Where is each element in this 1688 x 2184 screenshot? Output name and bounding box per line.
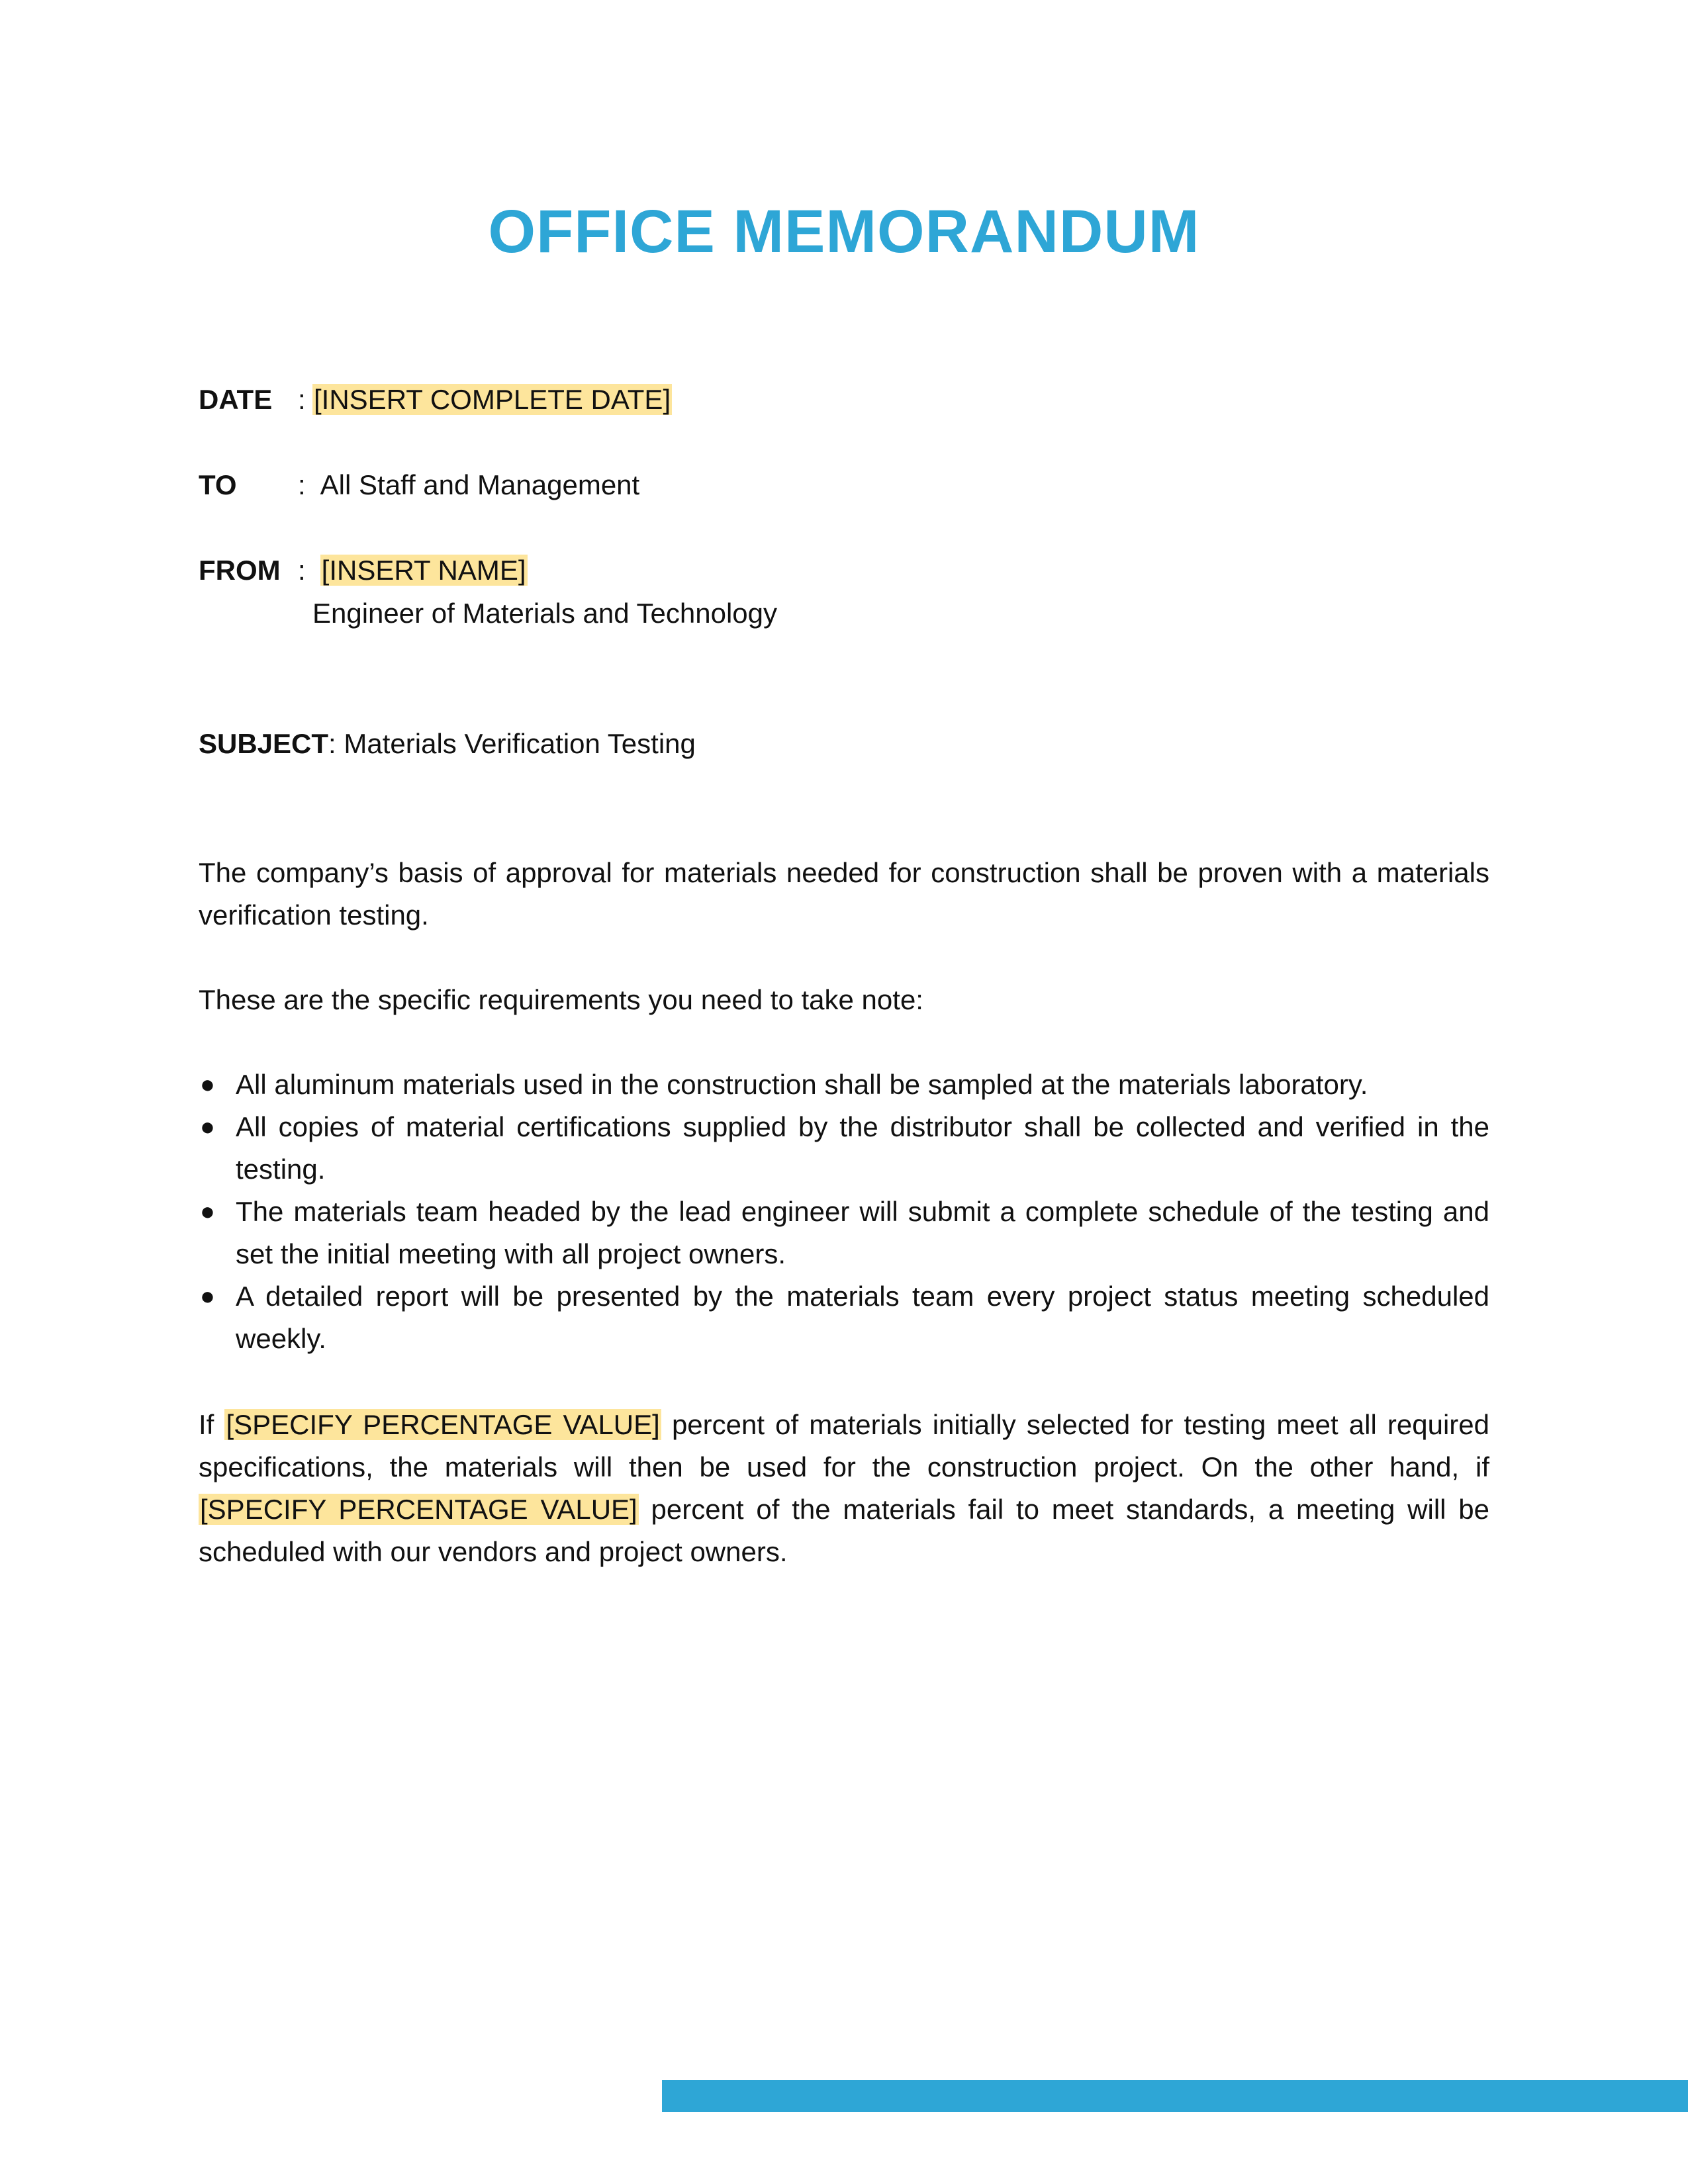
closing-text-1: If xyxy=(199,1409,214,1440)
intro-paragraph: The company’s basis of approval for materials needed for construction shall be proven with a materials verification testing. xyxy=(199,857,1489,931)
from-colon: : xyxy=(298,555,306,586)
date-field xyxy=(199,382,672,418)
memo-title: OFFICE MEMORANDUM xyxy=(488,198,1200,265)
subject-label: SUBJECT xyxy=(199,728,329,759)
list-item xyxy=(199,1275,1489,1360)
from-label: FROM xyxy=(199,555,281,586)
list-item xyxy=(199,1106,1489,1191)
percentage-placeholder-2: [SPECIFY PERCENTAGE VALUE] xyxy=(200,1494,637,1525)
closing-text-3: percent of the materials fail to meet standards, a meeting will be scheduled with our vendors and project owners. xyxy=(199,1494,1489,1567)
bullet-icon: ● xyxy=(200,1283,215,1310)
closing-paragraph xyxy=(199,1404,1489,1573)
list-item xyxy=(199,1064,1489,1106)
to-field xyxy=(199,467,639,504)
date-placeholder: [INSERT COMPLETE DATE] xyxy=(314,384,671,415)
subject-colon: : xyxy=(328,728,336,759)
bullet-icon: ● xyxy=(200,1071,215,1099)
list-item-text: A detailed report will be presented by the materials team every project status meeting scheduled weekly. xyxy=(236,1281,1489,1354)
percentage-placeholder-1: [SPECIFY PERCENTAGE VALUE] xyxy=(226,1409,660,1440)
list-item-text: The materials team headed by the lead engineer will submit a complete schedule of the testing and set the initial meeting with all project owners. xyxy=(236,1196,1489,1269)
bullet-icon: ● xyxy=(200,1198,215,1226)
closing-text-2: percent of materials initially selected for testing meet all required specifications, the materials will then be used for the construction project. On the other hand, if xyxy=(199,1409,1490,1482)
date-colon: : xyxy=(298,384,306,415)
list-item xyxy=(199,1191,1489,1275)
from-name-placeholder: [INSERT NAME] xyxy=(321,555,526,586)
to-label: TO xyxy=(199,469,237,500)
list-item-text: All aluminum materials used in the construction shall be sampled at the materials laboratory. xyxy=(236,1069,1368,1100)
requirements-lead: These are the specific requirements you need to take note: xyxy=(199,984,923,1015)
from-role: Engineer of Materials and Technology xyxy=(312,598,778,629)
from-field xyxy=(199,553,528,589)
to-colon: : xyxy=(298,469,306,500)
subject-field xyxy=(199,726,696,762)
requirements-list xyxy=(199,1064,1489,1360)
date-label: DATE xyxy=(199,384,273,415)
bullet-icon: ● xyxy=(200,1113,215,1141)
to-value: All Staff and Management xyxy=(320,469,640,500)
list-item-text: All copies of material certifications supplied by the distributor shall be collected and verified in the testing. xyxy=(236,1111,1489,1185)
footer-accent-bar xyxy=(662,2080,1688,2112)
subject-value: Materials Verification Testing xyxy=(344,728,696,759)
